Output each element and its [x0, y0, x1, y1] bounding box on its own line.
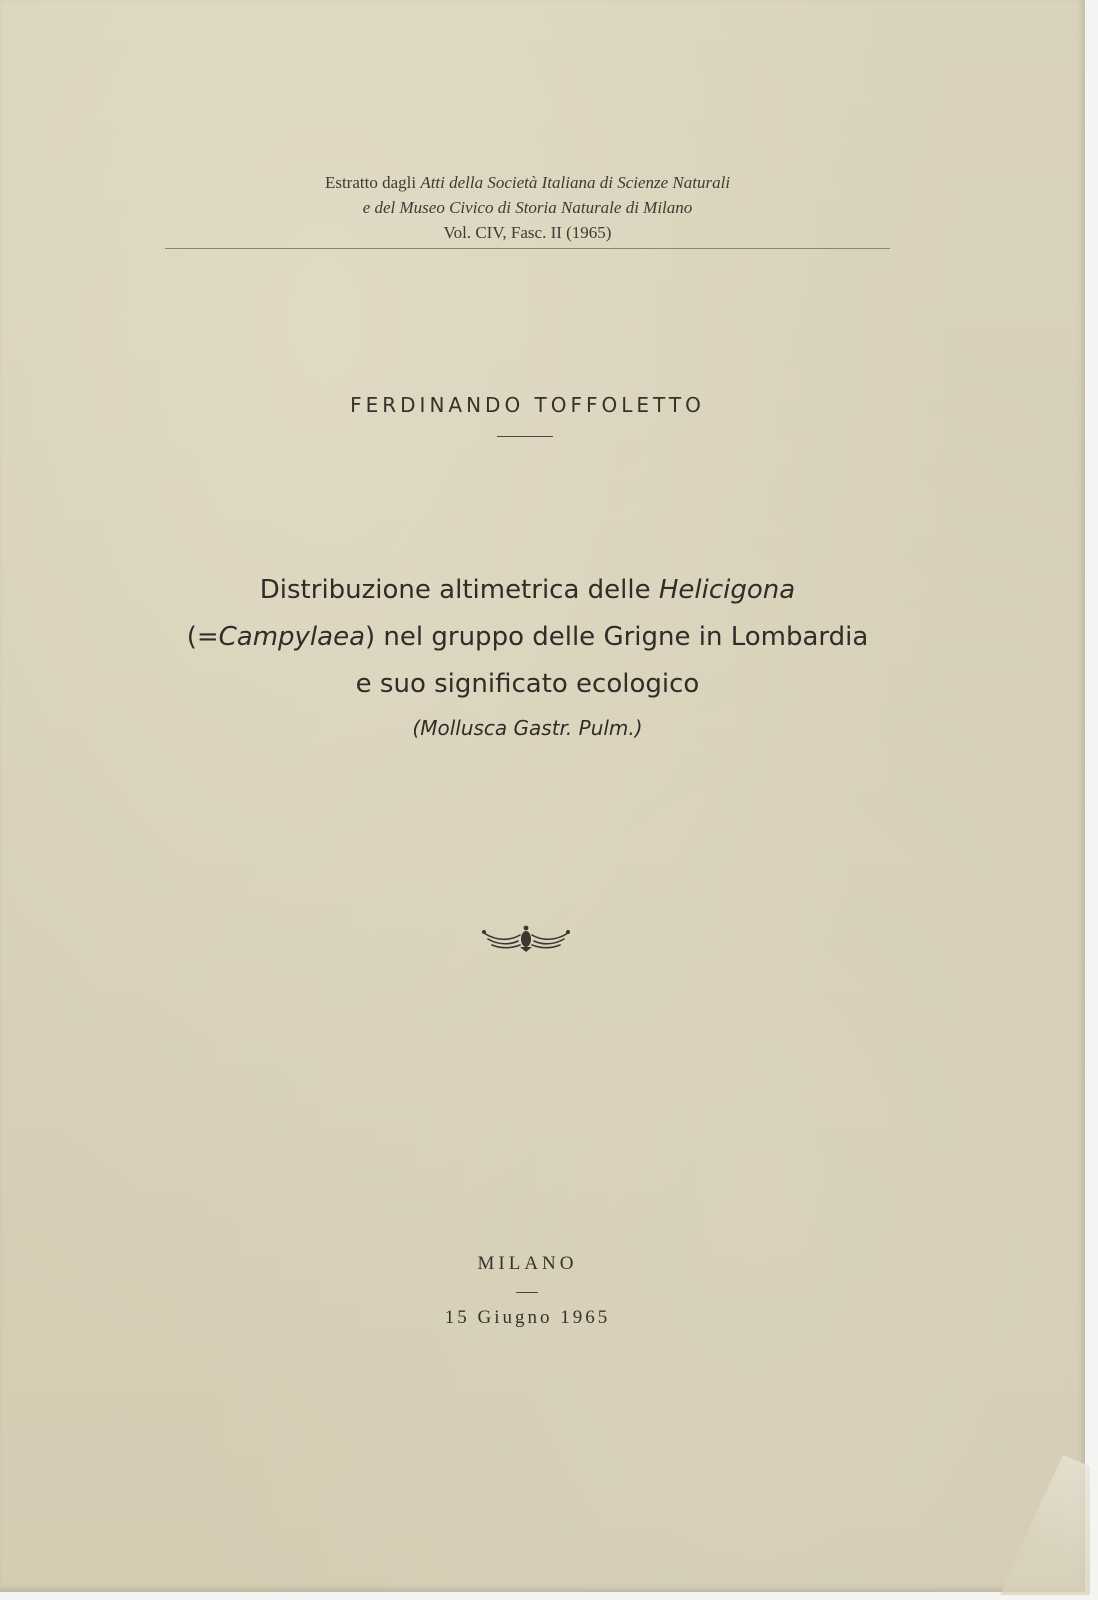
title-line-2 [140, 614, 915, 661]
scan-margin-right [1085, 0, 1098, 1600]
author-divider [497, 436, 553, 437]
author-name: FERDINANDO TOFFOLETTO [350, 393, 705, 417]
title-line-2-open: (= [186, 622, 219, 652]
journal-header [165, 170, 890, 245]
title-subtitle: (Mollusca Gastr. Pulm.) [412, 716, 643, 740]
title-line-1 [140, 567, 915, 614]
header-line-2 [165, 195, 890, 220]
title-line-1-text: Distribuzione altimetrica delle [259, 575, 659, 605]
title-line-3: e suo significato ecologico [355, 669, 700, 699]
article-title [140, 567, 915, 748]
journal-name: Atti della Società Italiana di Scienze Naturali [420, 173, 731, 192]
place-divider [516, 1292, 538, 1293]
title-line-2-text: ) nel gruppo delle Grigne in Lombardia [365, 622, 869, 652]
synonym-name: Campylaea [218, 622, 366, 652]
fleuron-ornament-icon [480, 921, 572, 955]
header-divider [165, 248, 890, 249]
header-prefix: Estratto dagli [324, 173, 421, 192]
genus-name: Helicigona [658, 575, 796, 605]
publication-place: MILANO [477, 1253, 578, 1274]
museum-name: e del Museo Civico di Storia Naturale di Milano [362, 198, 693, 217]
scan-margin-bottom [0, 1592, 1098, 1600]
header-line-3: Vol. CIV, Fasc. II (1965) [443, 223, 612, 242]
header-line-1 [165, 170, 890, 195]
publication-date: 15 Giugno 1965 [444, 1307, 611, 1328]
